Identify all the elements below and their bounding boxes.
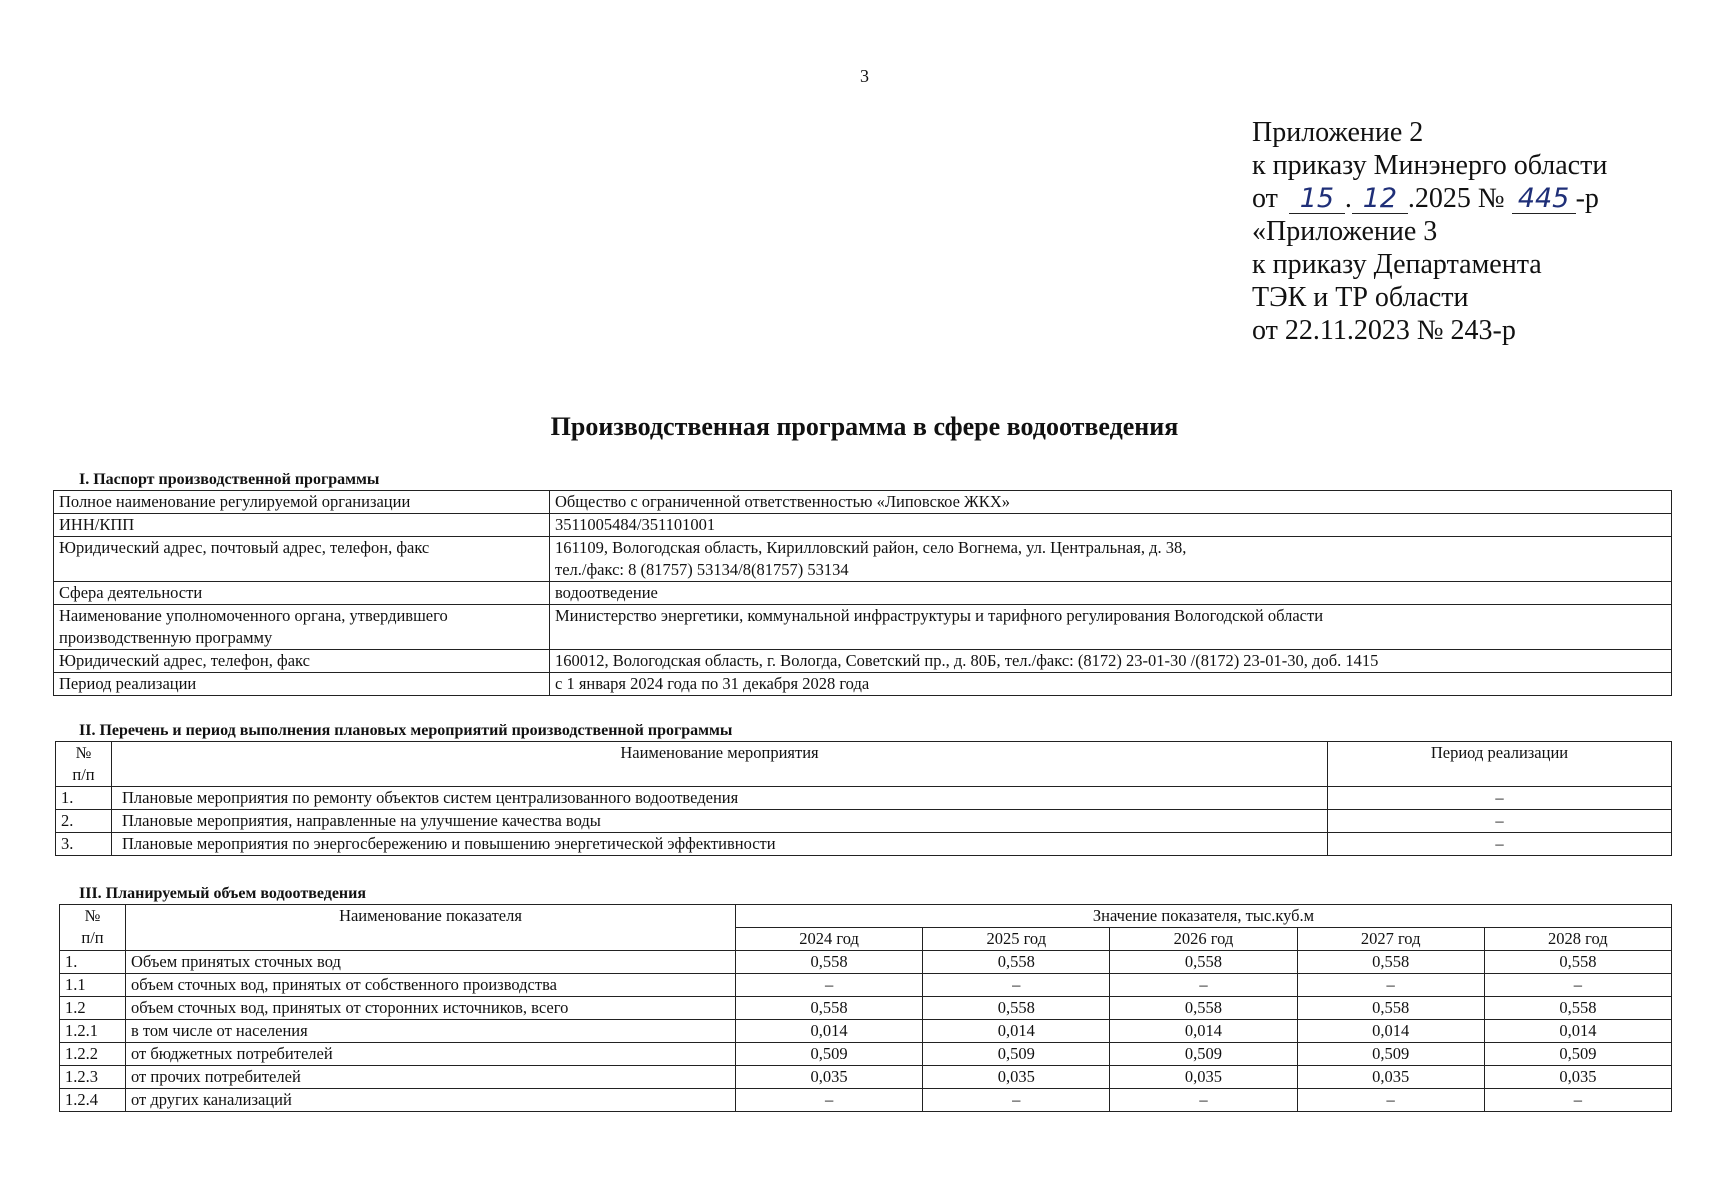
measure-name: Плановые мероприятия, направленные на улучшение качества воды bbox=[112, 810, 1328, 833]
passport-value: 3511005484/351101001 bbox=[550, 514, 1672, 537]
indicator-value: 0,035 bbox=[736, 1066, 923, 1089]
passport-label bbox=[54, 605, 550, 650]
passport-label: Полное наименование регулируемой организации bbox=[54, 491, 550, 514]
appendix-line: ТЭК и ТР области bbox=[1252, 282, 1469, 313]
indicator-value: 0,014 bbox=[1110, 1020, 1297, 1043]
table-row bbox=[60, 1066, 1672, 1089]
indicator-value: 0,014 bbox=[736, 1020, 923, 1043]
table-row bbox=[54, 605, 1672, 650]
table-row bbox=[54, 582, 1672, 605]
indicator-value: 0,558 bbox=[1297, 951, 1484, 974]
header-text: п/п bbox=[72, 765, 95, 784]
column-header-year: 2025 год bbox=[923, 928, 1110, 951]
column-header-name: Наименование мероприятия bbox=[112, 742, 1328, 787]
table-row bbox=[54, 491, 1672, 514]
column-header-value-group: Значение показателя, тыс.куб.м bbox=[736, 905, 1672, 928]
table-row bbox=[60, 951, 1672, 974]
table-header-row bbox=[60, 905, 1672, 928]
indicator-value: 0,014 bbox=[923, 1020, 1110, 1043]
row-number: 1. bbox=[60, 951, 126, 974]
row-number: 3. bbox=[56, 833, 112, 856]
indicator-value: 0,558 bbox=[1297, 997, 1484, 1020]
passport-value-line: тел./факс: 8 (81757) 53134/8(81757) 53134 bbox=[555, 560, 849, 579]
table-row bbox=[54, 514, 1672, 537]
table-row bbox=[56, 833, 1672, 856]
indicator-value: 0,035 bbox=[923, 1066, 1110, 1089]
column-header-indicator: Наименование показателя bbox=[126, 905, 736, 951]
column-header-year: 2026 год bbox=[1110, 928, 1297, 951]
appendix-line: от 22.11.2023 № 243-р bbox=[1252, 315, 1516, 346]
column-header-number bbox=[56, 742, 112, 787]
passport-label: Период реализации bbox=[54, 673, 550, 696]
measures-table bbox=[55, 741, 1672, 856]
section-title-passport: I. Паспорт производственной программы bbox=[79, 471, 380, 488]
passport-value: Общество с ограниченной ответственностью «Липовское ЖКХ» bbox=[550, 491, 1672, 514]
appendix-line: к приказу Минэнерго области bbox=[1252, 150, 1608, 181]
indicator-name: от других канализаций bbox=[126, 1089, 736, 1112]
indicator-value: 0,509 bbox=[1484, 1043, 1671, 1066]
passport-label: Юридический адрес, почтовый адрес, телефон, факс bbox=[54, 537, 550, 582]
indicator-value: 0,558 bbox=[1110, 951, 1297, 974]
handwritten-order-number: 445 bbox=[1512, 185, 1576, 214]
row-number: 1.1 bbox=[60, 974, 126, 997]
indicator-value: – bbox=[923, 974, 1110, 997]
appendix-block bbox=[1252, 116, 1607, 347]
document-title: Производственная программа в сфере водоотведения bbox=[550, 412, 1179, 441]
order-suffix: -р bbox=[1575, 183, 1599, 214]
indicator-name: объем сточных вод, принятых от сторонних источников, всего bbox=[126, 997, 736, 1020]
header-text: п/п bbox=[81, 928, 104, 947]
indicator-value: 0,035 bbox=[1110, 1066, 1297, 1089]
column-header-period: Период реализации bbox=[1328, 742, 1672, 787]
table-row bbox=[56, 787, 1672, 810]
passport-label: ИНН/КПП bbox=[54, 514, 550, 537]
passport-value: с 1 января 2024 года по 31 декабря 2028 года bbox=[550, 673, 1672, 696]
passport-value: водоотведение bbox=[550, 582, 1672, 605]
indicator-value: – bbox=[736, 1089, 923, 1112]
indicator-value: 0,558 bbox=[1484, 951, 1671, 974]
row-number: 1.2.4 bbox=[60, 1089, 126, 1112]
header-text: № bbox=[84, 906, 101, 925]
indicator-value: 0,558 bbox=[923, 951, 1110, 974]
indicator-name: объем сточных вод, принятых от собственного производства bbox=[126, 974, 736, 997]
indicator-value: 0,558 bbox=[923, 997, 1110, 1020]
row-number: 1.2.2 bbox=[60, 1043, 126, 1066]
indicator-name: в том числе от населения bbox=[126, 1020, 736, 1043]
indicator-value: – bbox=[1297, 974, 1484, 997]
appendix-line: «Приложение 3 bbox=[1252, 216, 1438, 247]
handwritten-month: 12 bbox=[1352, 185, 1408, 214]
column-header-year: 2028 год bbox=[1484, 928, 1671, 951]
indicator-value: 0,035 bbox=[1297, 1066, 1484, 1089]
passport-label: Сфера деятельности bbox=[54, 582, 550, 605]
indicator-value: – bbox=[1484, 974, 1671, 997]
indicator-value: 0,014 bbox=[1484, 1020, 1671, 1043]
indicator-value: 0,558 bbox=[1484, 997, 1671, 1020]
appendix-line: к приказу Департамента bbox=[1252, 249, 1542, 280]
indicator-value: 0,014 bbox=[1297, 1020, 1484, 1043]
appendix-date-line: от 15 . 12 .2025 № 445 -р bbox=[1252, 183, 1599, 214]
indicator-value: 0,558 bbox=[736, 951, 923, 974]
table-row bbox=[54, 673, 1672, 696]
passport-value: Министерство энергетики, коммунальной инфраструктуры и тарифного регулирования Вологодской области bbox=[550, 605, 1672, 650]
row-number: 1.2 bbox=[60, 997, 126, 1020]
passport-label-line: производственную программу bbox=[59, 628, 273, 647]
measure-period: – bbox=[1328, 810, 1672, 833]
passport-label-line: Наименование уполномоченного органа, утвердившего bbox=[59, 606, 448, 625]
indicator-value: – bbox=[1110, 1089, 1297, 1112]
section-title-measures: II. Перечень и период выполнения плановых мероприятий производственной программы bbox=[79, 722, 733, 739]
column-header-year: 2024 год bbox=[736, 928, 923, 951]
section-title-volume: III. Планируемый объем водоотведения bbox=[79, 885, 367, 902]
indicator-value: 0,509 bbox=[736, 1043, 923, 1066]
passport-value: 160012, Вологодская область, г. Вологда, Советский пр., д. 80Б, тел./факс: (8172) 23-01-30 /(8172) 23-01-30, доб. 1415 bbox=[550, 650, 1672, 673]
table-row bbox=[54, 650, 1672, 673]
indicator-name: Объем принятых сточных вод bbox=[126, 951, 736, 974]
measure-period: – bbox=[1328, 833, 1672, 856]
row-number: 2. bbox=[56, 810, 112, 833]
table-row bbox=[54, 537, 1672, 582]
row-number: 1. bbox=[56, 787, 112, 810]
volume-table bbox=[59, 904, 1672, 1112]
table-row bbox=[60, 1020, 1672, 1043]
measure-period: – bbox=[1328, 787, 1672, 810]
date-prefix: от bbox=[1252, 183, 1278, 214]
table-row bbox=[60, 974, 1672, 997]
table-header-row bbox=[56, 742, 1672, 787]
indicator-value: – bbox=[736, 974, 923, 997]
indicator-value: – bbox=[1110, 974, 1297, 997]
indicator-name: от бюджетных потребителей bbox=[126, 1043, 736, 1066]
row-number: 1.2.1 bbox=[60, 1020, 126, 1043]
indicator-value: – bbox=[923, 1089, 1110, 1112]
row-number: 1.2.3 bbox=[60, 1066, 126, 1089]
table-row bbox=[60, 1089, 1672, 1112]
indicator-value: 0,558 bbox=[1110, 997, 1297, 1020]
volume-table-body bbox=[60, 951, 1672, 1112]
indicator-value: 0,558 bbox=[736, 997, 923, 1020]
passport-label: Юридический адрес, телефон, факс bbox=[54, 650, 550, 673]
measure-name: Плановые мероприятия по энергосбережению и повышению энергетической эффективности bbox=[112, 833, 1328, 856]
measure-name: Плановые мероприятия по ремонту объектов систем централизованного водоотведения bbox=[112, 787, 1328, 810]
column-header-year: 2027 год bbox=[1297, 928, 1484, 951]
passport-value-line: 161109, Вологодская область, Кирилловский район, село Вогнема, ул. Центральная, д. 38, bbox=[555, 538, 1187, 557]
indicator-value: 0,035 bbox=[1484, 1066, 1671, 1089]
indicator-value: – bbox=[1297, 1089, 1484, 1112]
table-row bbox=[56, 810, 1672, 833]
table-row bbox=[60, 1043, 1672, 1066]
handwritten-day: 15 bbox=[1289, 185, 1345, 214]
page-number: 3 bbox=[860, 66, 869, 86]
passport-value bbox=[550, 537, 1672, 582]
header-text: № bbox=[75, 743, 92, 762]
table-row bbox=[60, 997, 1672, 1020]
indicator-value: 0,509 bbox=[1297, 1043, 1484, 1066]
indicator-value: – bbox=[1484, 1089, 1671, 1112]
appendix-line: Приложение 2 bbox=[1252, 117, 1424, 148]
passport-table bbox=[53, 490, 1672, 696]
indicator-value: 0,509 bbox=[1110, 1043, 1297, 1066]
column-header-number bbox=[60, 905, 126, 951]
indicator-name: от прочих потребителей bbox=[126, 1066, 736, 1089]
indicator-value: 0,509 bbox=[923, 1043, 1110, 1066]
date-year: .2025 № bbox=[1407, 183, 1505, 214]
